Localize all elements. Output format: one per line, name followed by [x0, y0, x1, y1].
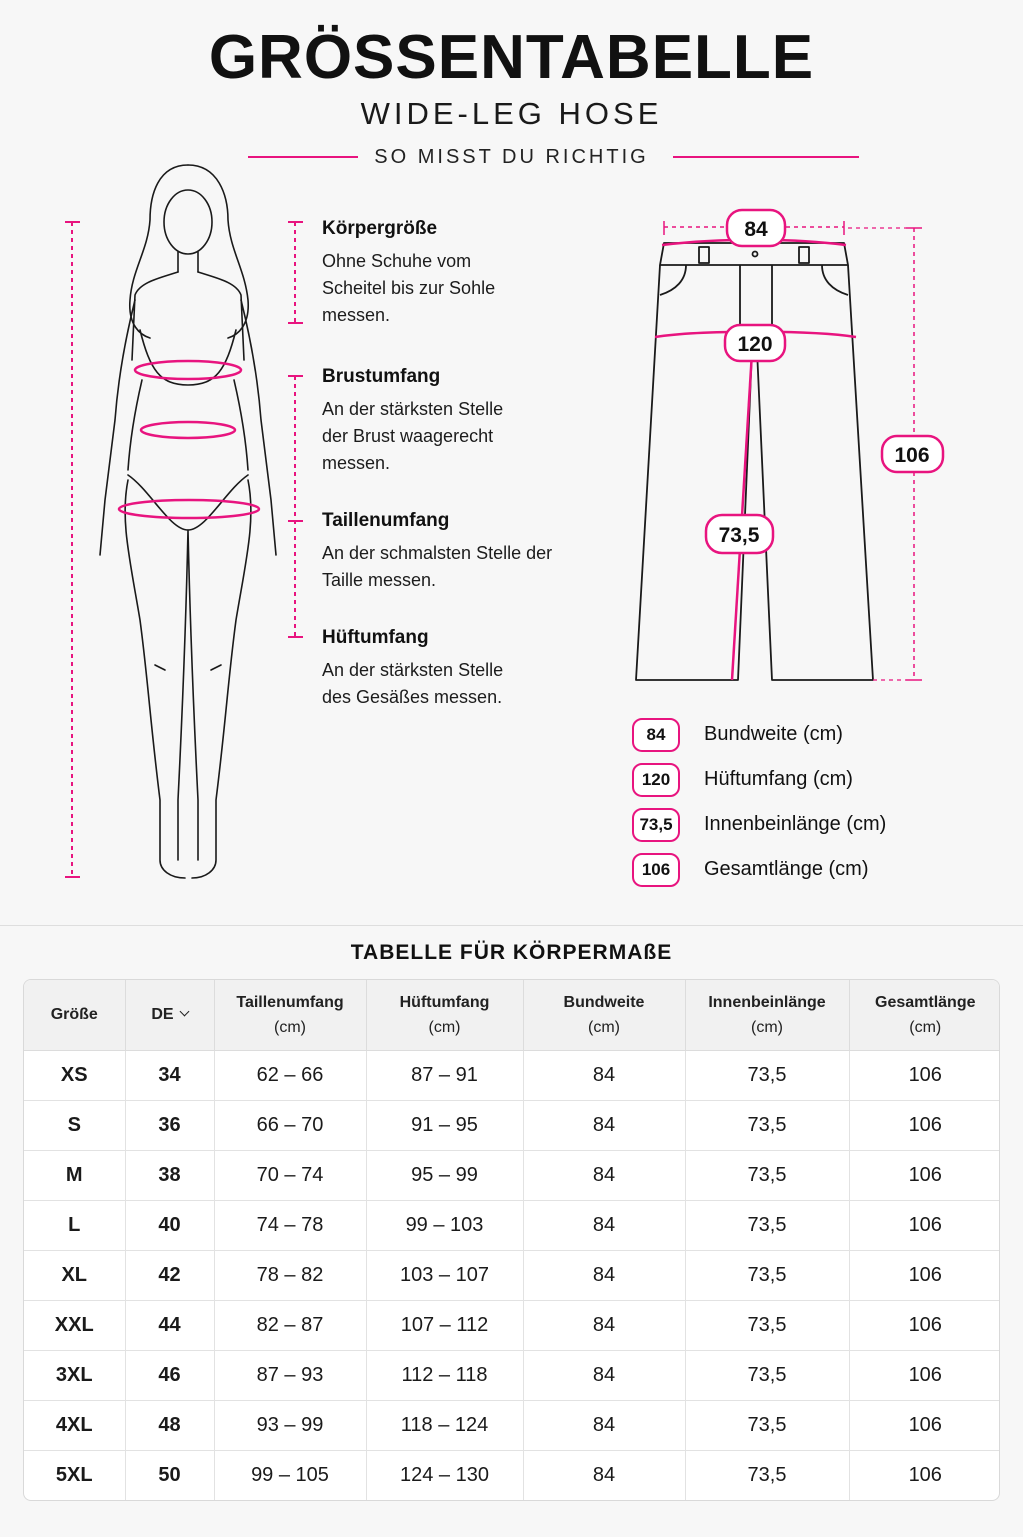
cell-de: 38 — [125, 1150, 214, 1200]
measure-title: Körpergröße — [322, 218, 438, 239]
cell-hip: 91 – 95 — [366, 1100, 523, 1150]
cell-inseam: 73,5 — [685, 1100, 849, 1150]
legend-item — [632, 847, 886, 892]
cell-hip: 95 – 99 — [366, 1150, 523, 1200]
cell-size: 3XL — [24, 1350, 125, 1400]
header-de-sort[interactable]: DE — [125, 980, 214, 1050]
cell-length: 106 — [908, 1463, 942, 1486]
table-row — [24, 1100, 1000, 1150]
cell-length: 106 — [849, 1400, 1000, 1450]
legend-label: Innenbeinlänge (cm) — [704, 813, 887, 835]
cell-waist: 74 – 78 — [214, 1200, 366, 1250]
cell-de: 40 — [125, 1200, 214, 1250]
cell-hip: 107 – 112 — [366, 1300, 523, 1350]
measure-title: Brustumfang — [322, 366, 441, 387]
header-inseam: Innenbeinlänge (cm) — [685, 980, 849, 1050]
measure-text: An der schmalsten Stelle der Taille messen. — [322, 543, 553, 590]
cell-waist: 62 – 66 — [214, 1050, 366, 1100]
cell-inseam: 73,5 — [685, 1050, 849, 1100]
cell-waist: 99 – 105 — [214, 1450, 366, 1500]
cell-waistband: 84 — [523, 1150, 685, 1200]
cell-de: 36 — [125, 1100, 214, 1150]
table-row — [24, 1200, 1000, 1250]
header-length: Gesamtlänge (cm) — [849, 980, 1000, 1050]
hip-badge — [725, 325, 785, 361]
cell-size: XL — [24, 1250, 125, 1300]
trousers-drawing — [636, 243, 873, 680]
section-divider — [0, 925, 1023, 926]
cell-hip: 118 – 124 — [366, 1400, 523, 1450]
table-row — [24, 1250, 1000, 1300]
page-title: GRÖSSENTABELLE — [208, 23, 815, 92]
page-subtitle: WIDE-LEG HOSE — [360, 96, 663, 131]
cell-inseam: 73,5 — [685, 1450, 849, 1500]
height-dimension-line — [65, 222, 80, 877]
waist-badge — [727, 210, 785, 246]
legend-badge: 84 — [632, 718, 680, 752]
cell-waistband: 84 — [523, 1250, 685, 1300]
legend-badge: 73,5 — [632, 808, 680, 842]
measure-text: An der stärksten Stelle der Brust waagerecht messen. — [322, 399, 504, 473]
cell-inseam: 73,5 — [685, 1150, 849, 1200]
cell-inseam: 73,5 — [685, 1400, 849, 1450]
cell-inseam: 73,5 — [685, 1350, 849, 1400]
cell-waistband: 84 — [523, 1100, 685, 1150]
waist-value: 84 — [744, 218, 768, 241]
header-waistband: Bundweite (cm) — [523, 980, 685, 1050]
cell-size: S — [24, 1100, 125, 1150]
cell-size: 5XL — [24, 1450, 125, 1500]
cell-hip: 99 – 103 — [366, 1200, 523, 1250]
legend-label: Gesamtlänge (cm) — [704, 858, 869, 880]
cell-de: 34 — [125, 1050, 214, 1100]
measure-height — [322, 218, 582, 329]
length-value: 106 — [894, 444, 930, 467]
cell-size: XXL — [24, 1300, 125, 1350]
table-header-row — [24, 980, 1000, 1050]
cell-length: 106 — [849, 1150, 1000, 1200]
garment-legend — [632, 712, 886, 892]
table-title: TABELLE FÜR KÖRPERMAßE — [350, 941, 673, 964]
legend-item — [632, 712, 886, 757]
cell-waist: 70 – 74 — [214, 1150, 366, 1200]
measure-text: An der stärksten Stelle des Gesäßes messen. — [322, 660, 504, 707]
legend-badge: 106 — [632, 853, 680, 887]
cell-size: 4XL — [24, 1400, 125, 1450]
header-size: Größe — [24, 980, 125, 1050]
cell-hip: 112 – 118 — [366, 1350, 523, 1400]
table-row — [24, 1450, 1000, 1500]
measure-text: Ohne Schuhe vom Scheitel bis zur Sohle messen. — [322, 251, 496, 325]
cell-waistband: 84 — [523, 1400, 685, 1450]
size-table — [23, 979, 1000, 1501]
legend-badge: 120 — [632, 763, 680, 797]
cell-de: 42 — [125, 1250, 214, 1300]
cell-waistband: 84 — [523, 1450, 685, 1500]
legend-label: Hüftumfang (cm) — [704, 768, 853, 790]
cell-length: 106 — [849, 1200, 1000, 1250]
cell-length: 106 — [849, 1250, 1000, 1300]
cell-hip: 103 – 107 — [366, 1250, 523, 1300]
cell-length: 106 — [849, 1050, 1000, 1100]
cell-de: 50 — [125, 1450, 214, 1500]
cell-waistband: 84 — [523, 1050, 685, 1100]
body-figure — [100, 165, 276, 878]
table-row — [24, 1050, 1000, 1100]
length-badge — [882, 436, 943, 472]
cell-hip: 124 – 130 — [366, 1450, 523, 1500]
measure-hip — [322, 627, 582, 711]
cell-de: 48 — [125, 1400, 214, 1450]
measure-title: Taillenumfang — [322, 510, 450, 531]
cell-length: 106 — [849, 1300, 1000, 1350]
cell-waistband: 84 — [523, 1300, 685, 1350]
cell-waist: 87 – 93 — [214, 1350, 366, 1400]
cell-waist: 93 – 99 — [214, 1400, 366, 1450]
legend-item — [632, 802, 886, 847]
table-row — [24, 1300, 1000, 1350]
cell-size: XS — [24, 1050, 125, 1100]
inseam-badge — [706, 515, 773, 553]
cell-size: L — [24, 1200, 125, 1250]
cell-length: 106 — [849, 1350, 1000, 1400]
measure-title: Hüftumfang — [322, 627, 429, 648]
cell-waist: 82 – 87 — [214, 1300, 366, 1350]
cell-waistband: 84 — [523, 1350, 685, 1400]
cell-hip: 87 – 91 — [366, 1050, 523, 1100]
header-hip: Hüftumfang (cm) — [366, 980, 523, 1050]
cell-inseam: 73,5 — [685, 1200, 849, 1250]
cell-waist: 78 – 82 — [214, 1250, 366, 1300]
header-waist: Taillenumfang (cm) — [214, 980, 366, 1050]
legend-item — [632, 757, 886, 802]
cell-inseam: 73,5 — [685, 1300, 849, 1350]
cell-inseam: 73,5 — [685, 1250, 849, 1300]
how-to-heading: SO MISST DU RICHTIG — [374, 146, 649, 168]
cell-waist: 66 – 70 — [214, 1100, 366, 1150]
cell-waistband: 84 — [523, 1200, 685, 1250]
legend-label: Bundweite (cm) — [704, 723, 843, 745]
measure-brackets — [288, 222, 303, 637]
measure-chest — [322, 366, 582, 477]
measure-waist — [322, 510, 582, 594]
cell-size: M — [24, 1150, 125, 1200]
cell-length: 106 — [849, 1100, 1000, 1150]
table-row — [24, 1400, 1000, 1450]
table-row — [24, 1350, 1000, 1400]
inseam-value: 73,5 — [718, 524, 760, 547]
chevron-down-icon[interactable] — [179, 1007, 189, 1017]
hip-value: 120 — [737, 333, 773, 356]
table-row — [24, 1150, 1000, 1200]
cell-de: 44 — [125, 1300, 214, 1350]
cell-de: 46 — [125, 1350, 214, 1400]
